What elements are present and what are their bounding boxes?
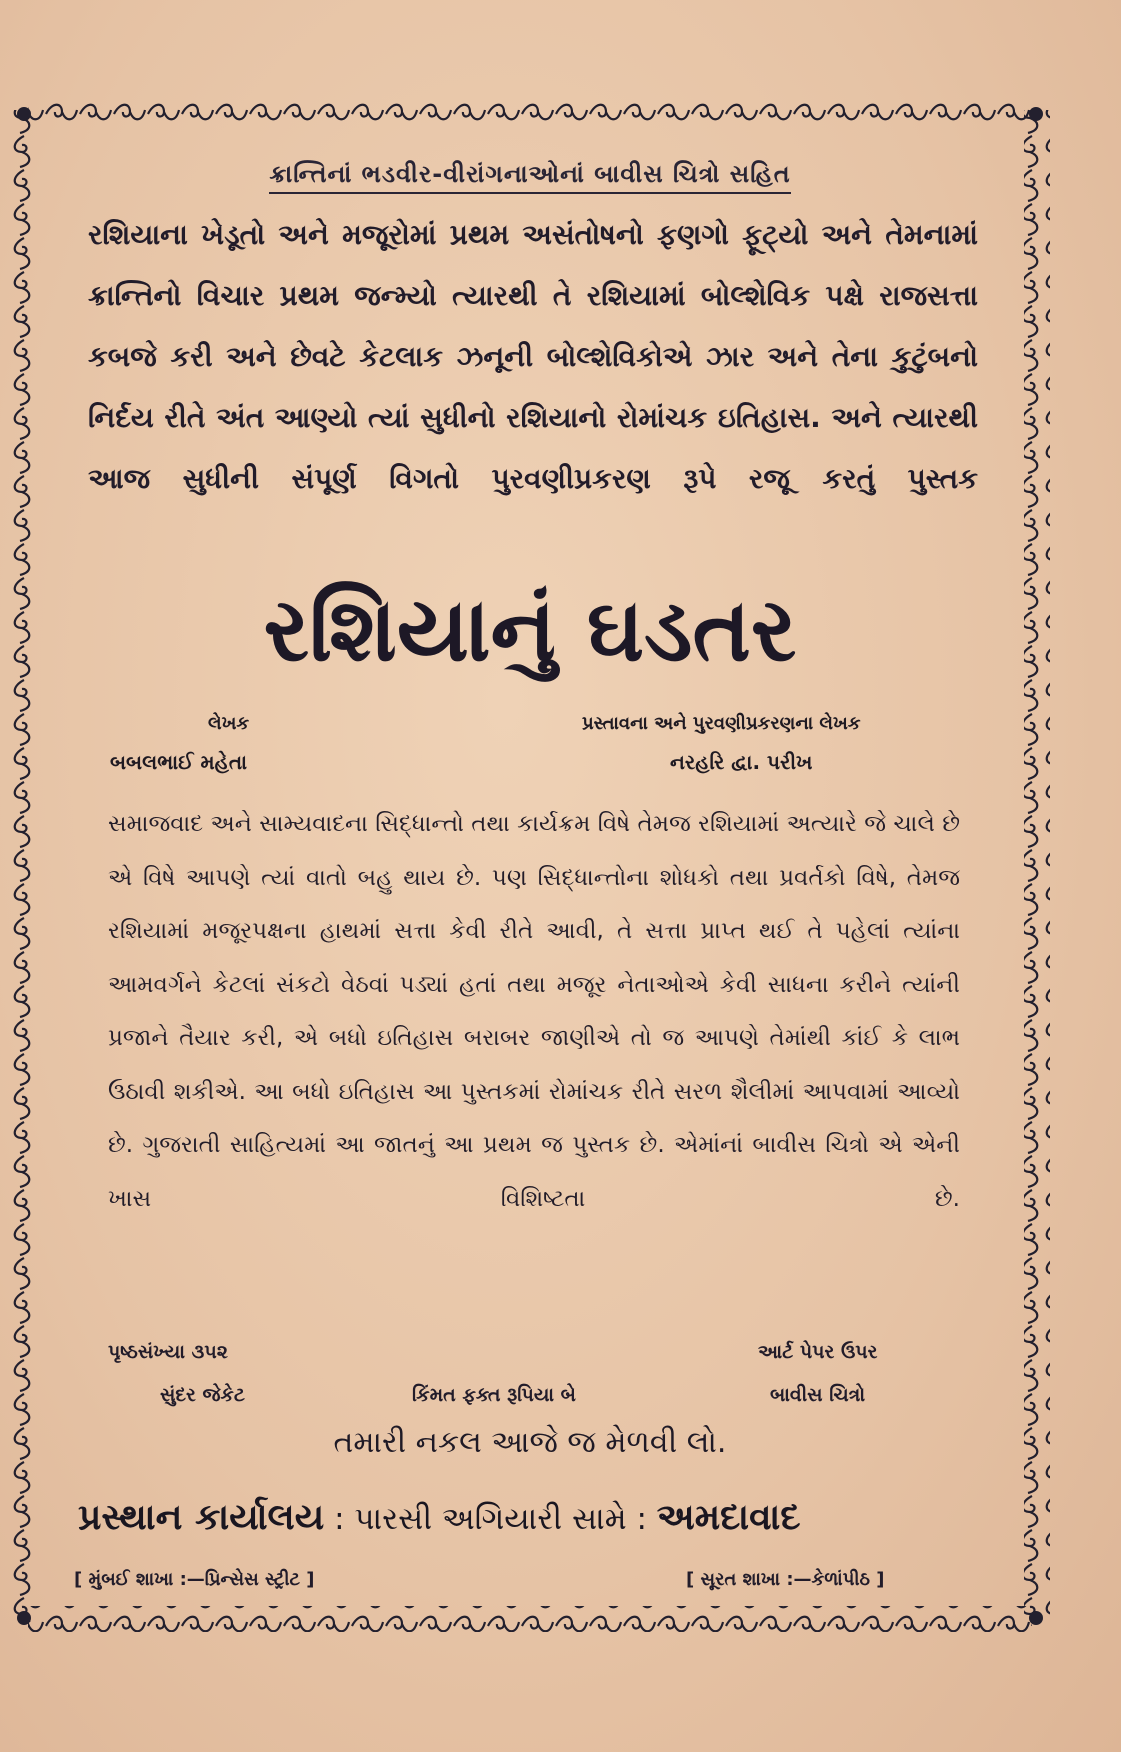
intro-paragraph: રશિયાના ખેડૂતો અને મજૂરોમાં પ્રથમ અસંતોષનો ફણગો ફૂટ્યો અને તેમનામાં ક્રાન્તિનો વિચાર પ્રથમ જન્મ્યો ત્યારથી તે રશિયામાં બોલ્શેવિક પક્ષે રાજસત્તા કબજે કરી અને છેવટે કેટલાક ઝનૂની બોલ્શેવિકોએ ઝાર અને તેના કુટુંબનો નિર્દય રીતે અંત આણ્યો ત્યાં સુધીનો રશિયાનો રોમાંચક ઇતિહાસ. અને ત્યારથી આજ સુધીની સંપૂર્ણ વિગતો પુરવણીપ્રકરણ રૂપે રજૂ કરતું પુસ્તક	[88, 218, 978, 495]
description-paragraph: સમાજવાદ અને સામ્યવાદના સિદ્ધાન્તો તથા કાર્યક્રમ વિષે તેમજ રશિયામાં અત્યારે જે ચાલે છે એ વિષે આપણે ત્યાં વાતો બહુ થાય છે. પણ સિદ્ધાન્તોના શોધકો તથા પ્રવર્તકો વિષે, તેમજ રશિયામાં મજૂરપક્ષના હાથમાં સત્તા કેવી રીતે આવી, તે સત્તા પ્રાપ્ત થઈ તે પહેલાં ત્યાંના આમવર્ગને કેટલાં સંકટો વેઠવાં પડ્યાં હતાં તથા મજૂર નેતાઓએ કેવી સાધના કરીને ત્યાંની પ્રજાને તૈયાર કરી, એ બધો ઇતિહાસ બરાબર જાણીએ તો જ આપણે તેમાંથી કાંઈ કે લાભ ઉઠાવી શકીએ. આ બધો ઇતિહાસ આ પુસ્તકમાં રોમાંચક રીતે સરળ શૈલીમાં આપવામાં આવ્યો છે. ગુજરાતી સાહિત્યમાં આ જાતનું આ પ્રથમ જ પુસ્તક છે. એમાંનાં બાવીસ ચિત્રો એ એની ખાસ વિશિષ્ટતા છે.	[108, 811, 960, 1212]
subtitle	[60, 160, 1000, 188]
paper-type: આર્ટ પેપર ઉપર	[758, 1341, 878, 1363]
price: કિંમત ફક્ત રૂપિયા બે	[412, 1384, 576, 1406]
author-label: લેખક	[208, 713, 250, 734]
publisher-name: પ્રસ્થાન કાર્યાલય	[78, 1497, 325, 1538]
book-title: રશિયાનું ઘડતર	[263, 578, 797, 681]
preface-author: નરહરિ દ્વા. પરીખ	[670, 750, 813, 774]
publisher-line	[78, 1497, 988, 1539]
branch-surat: [ સૂરત શાખા :—કેળાંપીઠ ]	[686, 1569, 885, 1590]
jacket-info: સુંદર જેકેટ	[160, 1384, 245, 1406]
ad-content	[60, 138, 1000, 1598]
publisher-city: અમદાવાદ	[656, 1497, 801, 1538]
preface-label: પ્રસ્તાવના અને પુરવણીપ્રકરણના લેખક	[582, 713, 861, 734]
author-name: બબલભાઈ મહેતા	[110, 750, 248, 774]
picture-count: બાવીસ ચિત્રો	[770, 1384, 866, 1406]
call-to-action: તમારી નકલ આજે જ મેળવી લો.	[333, 1425, 727, 1460]
page-count: પૃષ્ઠસંખ્યા ૩૫૨	[108, 1341, 228, 1363]
subtitle-text: ક્રાન્તિનાં ભડવીર-વીરાંગનાઓનાં બાવીસ ચિત્રો સહિત	[269, 160, 790, 194]
publisher-address: : પારસી અગિયારી સામે :	[334, 1501, 647, 1537]
branch-mumbai: [ મુંબઈ શાખા :—પ્રિન્સેસ સ્ટ્રીટ ]	[74, 1569, 315, 1590]
